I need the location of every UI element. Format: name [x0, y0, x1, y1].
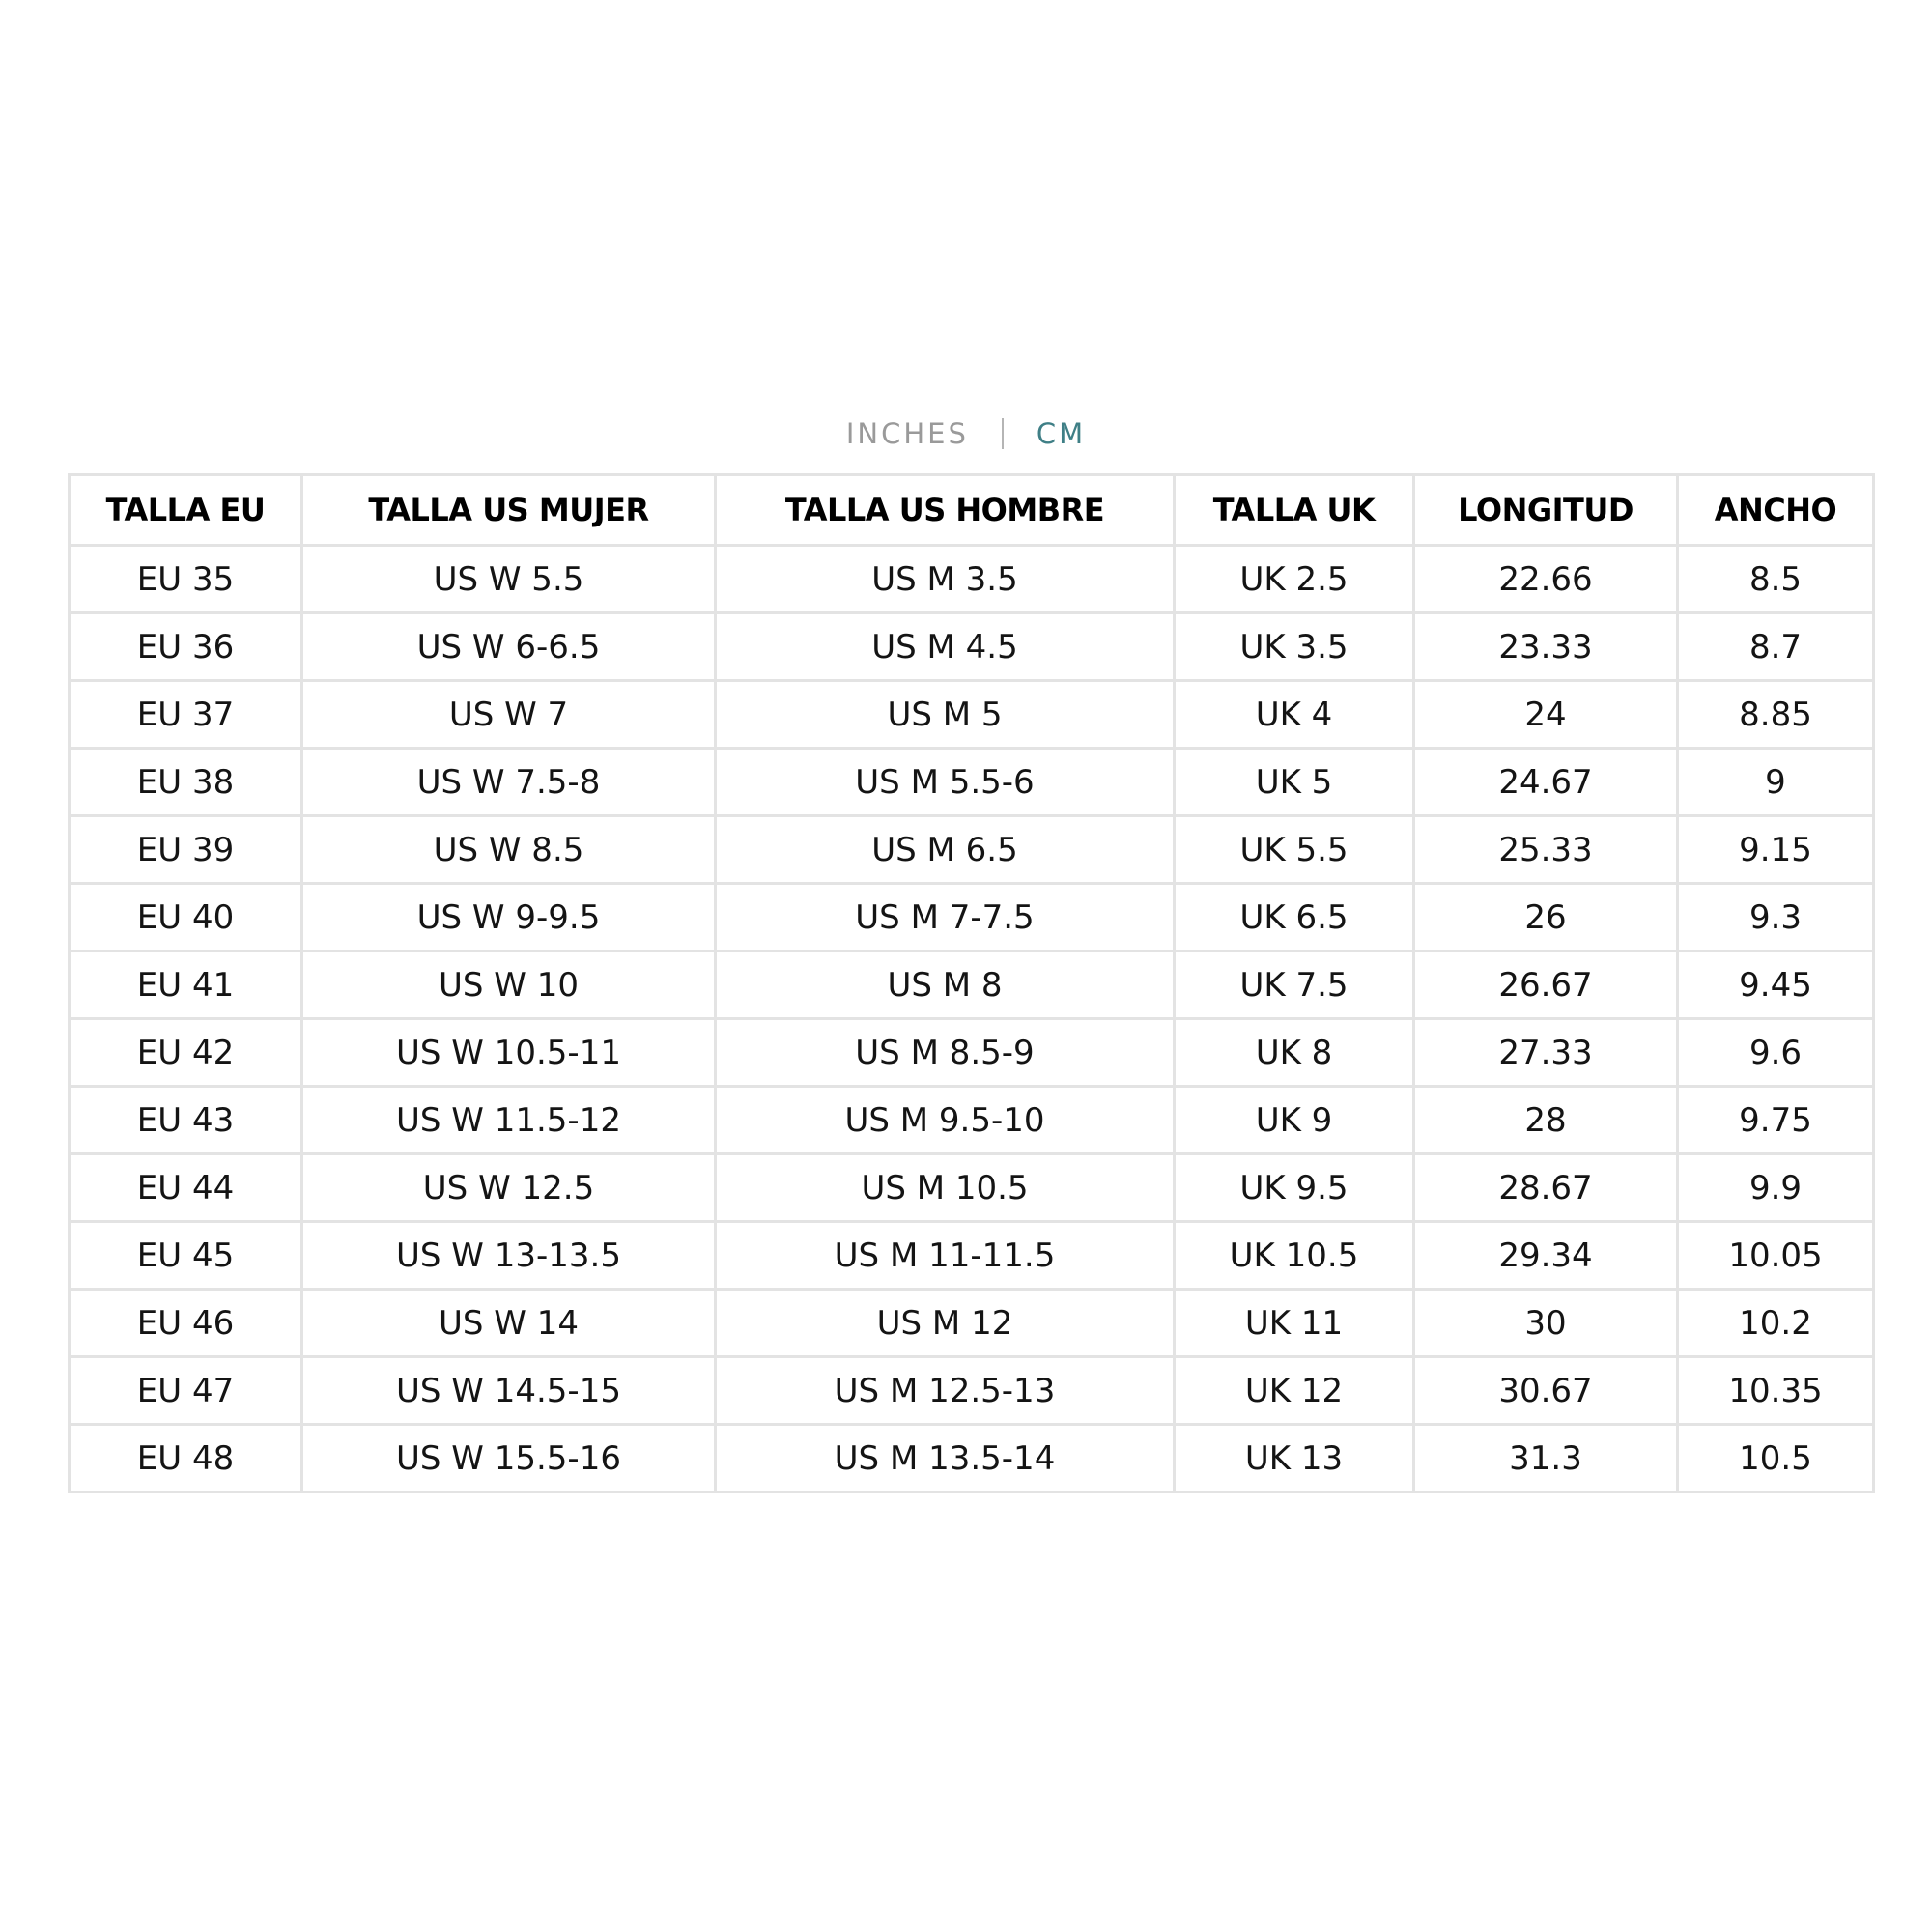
cell-ancho: 9.15 [1678, 816, 1874, 884]
cell-ancho: 9.3 [1678, 884, 1874, 952]
cell-talla-us-mujer: US W 10 [302, 952, 716, 1019]
cell-longitud: 22.66 [1414, 546, 1678, 613]
table-header-row [70, 475, 1874, 546]
cell-talla-us-hombre: US M 4.5 [716, 613, 1175, 681]
cell-talla-us-hombre: US M 9.5-10 [716, 1087, 1175, 1154]
cell-longitud: 29.34 [1414, 1222, 1678, 1290]
cell-longitud: 25.33 [1414, 816, 1678, 884]
cell-longitud: 24.67 [1414, 749, 1678, 816]
table-row [70, 1290, 1874, 1357]
cell-talla-eu: EU 47 [70, 1357, 302, 1425]
cell-ancho: 10.5 [1678, 1425, 1874, 1492]
table-row [70, 1357, 1874, 1425]
cell-talla-uk: UK 13 [1175, 1425, 1414, 1492]
cell-talla-us-hombre: US M 6.5 [716, 816, 1175, 884]
cell-talla-uk: UK 7.5 [1175, 952, 1414, 1019]
cell-ancho: 8.5 [1678, 546, 1874, 613]
cell-talla-eu: EU 44 [70, 1154, 302, 1222]
cell-talla-us-mujer: US W 13-13.5 [302, 1222, 716, 1290]
cell-talla-eu: EU 48 [70, 1425, 302, 1492]
cell-talla-uk: UK 9.5 [1175, 1154, 1414, 1222]
cell-ancho: 9.75 [1678, 1087, 1874, 1154]
cell-talla-eu: EU 35 [70, 546, 302, 613]
cell-ancho: 9.6 [1678, 1019, 1874, 1087]
cell-talla-us-mujer: US W 14 [302, 1290, 716, 1357]
table-row [70, 816, 1874, 884]
cell-ancho: 8.7 [1678, 613, 1874, 681]
cell-ancho: 9.9 [1678, 1154, 1874, 1222]
cell-talla-eu: EU 41 [70, 952, 302, 1019]
cell-longitud: 26 [1414, 884, 1678, 952]
table-row [70, 1425, 1874, 1492]
cell-ancho: 8.85 [1678, 681, 1874, 749]
cell-ancho: 9 [1678, 749, 1874, 816]
column-header-talla-us-hombre: TALLA US HOMBRE [716, 475, 1175, 546]
cell-talla-us-mujer: US W 11.5-12 [302, 1087, 716, 1154]
cell-longitud: 30 [1414, 1290, 1678, 1357]
cell-talla-us-hombre: US M 12 [716, 1290, 1175, 1357]
cell-ancho: 10.05 [1678, 1222, 1874, 1290]
cell-talla-us-mujer: US W 10.5-11 [302, 1019, 716, 1087]
cell-longitud: 26.67 [1414, 952, 1678, 1019]
cell-talla-uk: UK 3.5 [1175, 613, 1414, 681]
cell-talla-eu: EU 40 [70, 884, 302, 952]
cell-talla-eu: EU 38 [70, 749, 302, 816]
cell-talla-us-mujer: US W 8.5 [302, 816, 716, 884]
cell-talla-eu: EU 42 [70, 1019, 302, 1087]
cell-talla-us-hombre: US M 5 [716, 681, 1175, 749]
cell-longitud: 24 [1414, 681, 1678, 749]
table-row [70, 681, 1874, 749]
cell-talla-us-mujer: US W 9-9.5 [302, 884, 716, 952]
column-header-talla-eu: TALLA EU [70, 475, 302, 546]
cell-talla-uk: UK 6.5 [1175, 884, 1414, 952]
cell-talla-us-mujer: US W 12.5 [302, 1154, 716, 1222]
unit-toggle [0, 417, 1932, 450]
table-row [70, 1087, 1874, 1154]
cell-longitud: 27.33 [1414, 1019, 1678, 1087]
cell-talla-us-hombre: US M 8 [716, 952, 1175, 1019]
cell-talla-uk: UK 10.5 [1175, 1222, 1414, 1290]
table-row [70, 546, 1874, 613]
cell-longitud: 28.67 [1414, 1154, 1678, 1222]
cell-talla-us-hombre: US M 10.5 [716, 1154, 1175, 1222]
cell-longitud: 30.67 [1414, 1357, 1678, 1425]
cell-talla-eu: EU 39 [70, 816, 302, 884]
cell-talla-uk: UK 9 [1175, 1087, 1414, 1154]
column-header-talla-us-mujer: TALLA US MUJER [302, 475, 716, 546]
cell-talla-us-mujer: US W 5.5 [302, 546, 716, 613]
cell-talla-eu: EU 46 [70, 1290, 302, 1357]
size-chart-table [68, 473, 1875, 1493]
cell-talla-uk: UK 5.5 [1175, 816, 1414, 884]
cell-talla-uk: UK 4 [1175, 681, 1414, 749]
cell-longitud: 28 [1414, 1087, 1678, 1154]
column-header-ancho: ANCHO [1678, 475, 1874, 546]
cell-talla-us-hombre: US M 7-7.5 [716, 884, 1175, 952]
table-row [70, 749, 1874, 816]
table-row [70, 1222, 1874, 1290]
cell-ancho: 10.35 [1678, 1357, 1874, 1425]
cell-talla-us-hombre: US M 11-11.5 [716, 1222, 1175, 1290]
table-row [70, 613, 1874, 681]
table-row [70, 952, 1874, 1019]
cell-talla-us-hombre: US M 12.5-13 [716, 1357, 1175, 1425]
cell-talla-us-hombre: US M 8.5-9 [716, 1019, 1175, 1087]
cell-talla-eu: EU 37 [70, 681, 302, 749]
unit-option-cm[interactable]: CM [1036, 417, 1087, 450]
cell-talla-us-hombre: US M 3.5 [716, 546, 1175, 613]
cell-ancho: 9.45 [1678, 952, 1874, 1019]
size-table-body [70, 546, 1874, 1492]
cell-talla-us-mujer: US W 14.5-15 [302, 1357, 716, 1425]
cell-talla-us-mujer: US W 7 [302, 681, 716, 749]
cell-talla-us-mujer: US W 15.5-16 [302, 1425, 716, 1492]
cell-talla-us-mujer: US W 7.5-8 [302, 749, 716, 816]
cell-talla-us-hombre: US M 5.5-6 [716, 749, 1175, 816]
unit-divider [1002, 418, 1004, 449]
table-row [70, 1019, 1874, 1087]
cell-talla-uk: UK 12 [1175, 1357, 1414, 1425]
column-header-longitud: LONGITUD [1414, 475, 1678, 546]
column-header-talla-uk: TALLA UK [1175, 475, 1414, 546]
cell-talla-uk: UK 2.5 [1175, 546, 1414, 613]
cell-longitud: 31.3 [1414, 1425, 1678, 1492]
cell-talla-uk: UK 11 [1175, 1290, 1414, 1357]
cell-ancho: 10.2 [1678, 1290, 1874, 1357]
cell-talla-eu: EU 36 [70, 613, 302, 681]
cell-talla-uk: UK 5 [1175, 749, 1414, 816]
cell-talla-eu: EU 45 [70, 1222, 302, 1290]
cell-talla-uk: UK 8 [1175, 1019, 1414, 1087]
cell-talla-eu: EU 43 [70, 1087, 302, 1154]
table-row [70, 1154, 1874, 1222]
cell-talla-us-hombre: US M 13.5-14 [716, 1425, 1175, 1492]
cell-talla-us-mujer: US W 6-6.5 [302, 613, 716, 681]
table-row [70, 884, 1874, 952]
cell-longitud: 23.33 [1414, 613, 1678, 681]
unit-option-inches[interactable]: INCHES [845, 417, 969, 450]
